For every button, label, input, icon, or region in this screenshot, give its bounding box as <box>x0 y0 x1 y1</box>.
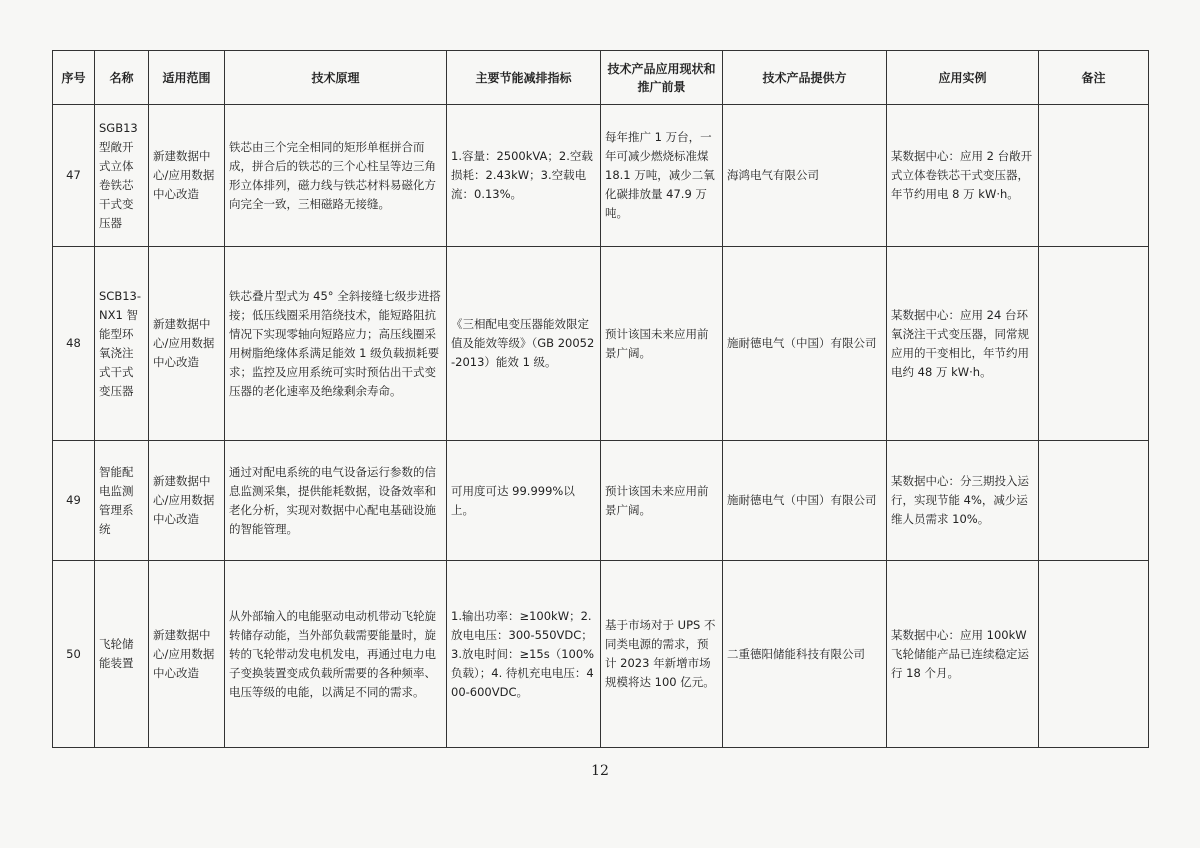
row-provider: 施耐德电气（中国）有限公司 <box>723 247 887 441</box>
row-status: 每年推广 1 万台，一年可减少燃烧标准煤 18.1 万吨，减少二氧化碳排放量 47.9 万吨。 <box>601 105 723 247</box>
header-scope: 适用范围 <box>149 51 225 105</box>
header-indicators: 主要节能减排指标 <box>447 51 601 105</box>
row-remark <box>1039 105 1149 247</box>
row-no: 48 <box>53 247 95 441</box>
row-no: 47 <box>53 105 95 247</box>
header-row <box>53 51 1149 105</box>
header-status: 技术产品应用现状和推广前景 <box>601 51 723 105</box>
page-number: 12 <box>591 763 609 779</box>
row-example: 某数据中心：应用 2 台敞开式立体卷铁芯干式变压器，年节约用电 8 万 kW·h。 <box>887 105 1039 247</box>
row-principle: 通过对配电系统的电气设备运行参数的信息监测采集，提供能耗数据，设备效率和老化分析，实现对数据中心配电基础设施的智能管理。 <box>225 441 447 561</box>
row-no: 49 <box>53 441 95 561</box>
header-example: 应用实例 <box>887 51 1039 105</box>
row-name: SGB13 型敞开式立体卷铁芯干式变压器 <box>95 105 149 247</box>
row-remark <box>1039 247 1149 441</box>
row-principle: 从外部输入的电能驱动电动机带动飞轮旋转储存动能，当外部负载需要能量时，旋转的飞轮带动发电机发电，再通过电力电子变换装置变成负载所需要的各种频率、电压等级的电能，以满足不同的需求。 <box>225 561 447 748</box>
row-remark <box>1039 441 1149 561</box>
row-principle: 铁芯由三个完全相同的矩形单框拼合而成，拼合后的铁芯的三个心柱呈等边三角形立体排列，磁力线与铁芯材料易磁化方向完全一致，三相磁路无接缝。 <box>225 105 447 247</box>
row-provider: 施耐德电气（中国）有限公司 <box>723 441 887 561</box>
header-no: 序号 <box>53 51 95 105</box>
row-provider: 海鸿电气有限公司 <box>723 105 887 247</box>
row-indicators: 可用度可达 99.999%以上。 <box>447 441 601 561</box>
row-name: 智能配电监测管理系统 <box>95 441 149 561</box>
header-name: 名称 <box>95 51 149 105</box>
row-no: 50 <box>53 561 95 748</box>
row-remark <box>1039 561 1149 748</box>
table-row <box>53 105 1149 247</box>
row-scope: 新建数据中心/应用数据中心改造 <box>149 105 225 247</box>
table-row <box>53 561 1149 748</box>
row-scope: 新建数据中心/应用数据中心改造 <box>149 441 225 561</box>
row-status: 基于市场对于 UPS 不同类电源的需求，预计 2023 年新增市场规模将达 100 亿元。 <box>601 561 723 748</box>
row-status: 预计该国未来应用前景广阔。 <box>601 247 723 441</box>
technology-table <box>52 50 1149 748</box>
row-scope: 新建数据中心/应用数据中心改造 <box>149 247 225 441</box>
header-remark: 备注 <box>1039 51 1149 105</box>
row-provider: 二重德阳储能科技有限公司 <box>723 561 887 748</box>
row-indicators: 1.输出功率：≥100kW；2. 放电电压：300-550VDC；3.放电时间：≥15s（100%负载）；4. 待机充电电压：400-600VDC。 <box>447 561 601 748</box>
row-example: 某数据中心：应用 100kW 飞轮储能产品已连续稳定运行 18 个月。 <box>887 561 1039 748</box>
header-provider: 技术产品提供方 <box>723 51 887 105</box>
row-scope: 新建数据中心/应用数据中心改造 <box>149 561 225 748</box>
row-name: 飞轮储能装置 <box>95 561 149 748</box>
row-status: 预计该国未来应用前景广阔。 <box>601 441 723 561</box>
table-row <box>53 441 1149 561</box>
row-indicators: 《三相配电变压器能效限定值及能效等级》（GB 20052-2013）能效 1 级。 <box>447 247 601 441</box>
header-principle: 技术原理 <box>225 51 447 105</box>
table-row <box>53 247 1149 441</box>
row-name: SCB13-NX1 智能型环氧浇注式干式变压器 <box>95 247 149 441</box>
row-example: 某数据中心：分三期投入运行，实现节能 4%，减少运维人员需求 10%。 <box>887 441 1039 561</box>
row-indicators: 1.容量：2500kVA；2.空载损耗：2.43kW；3.空载电流：0.13%。 <box>447 105 601 247</box>
row-example: 某数据中心：应用 24 台环氧浇注干式变压器，同常规应用的干变相比，年节约用电约 48 万 kW·h。 <box>887 247 1039 441</box>
row-principle: 铁芯叠片型式为 45° 全斜接缝七级步进搭接；低压线圈采用箔绕技术，能短路阻抗情况下实现零轴向短路应力；高压线圈采用树脂绝缘体系满足能效 1 级负载损耗要求；监控及应用系统可实时预估出干式变压器的老化速率及绝缘剩余寿命。 <box>225 247 447 441</box>
